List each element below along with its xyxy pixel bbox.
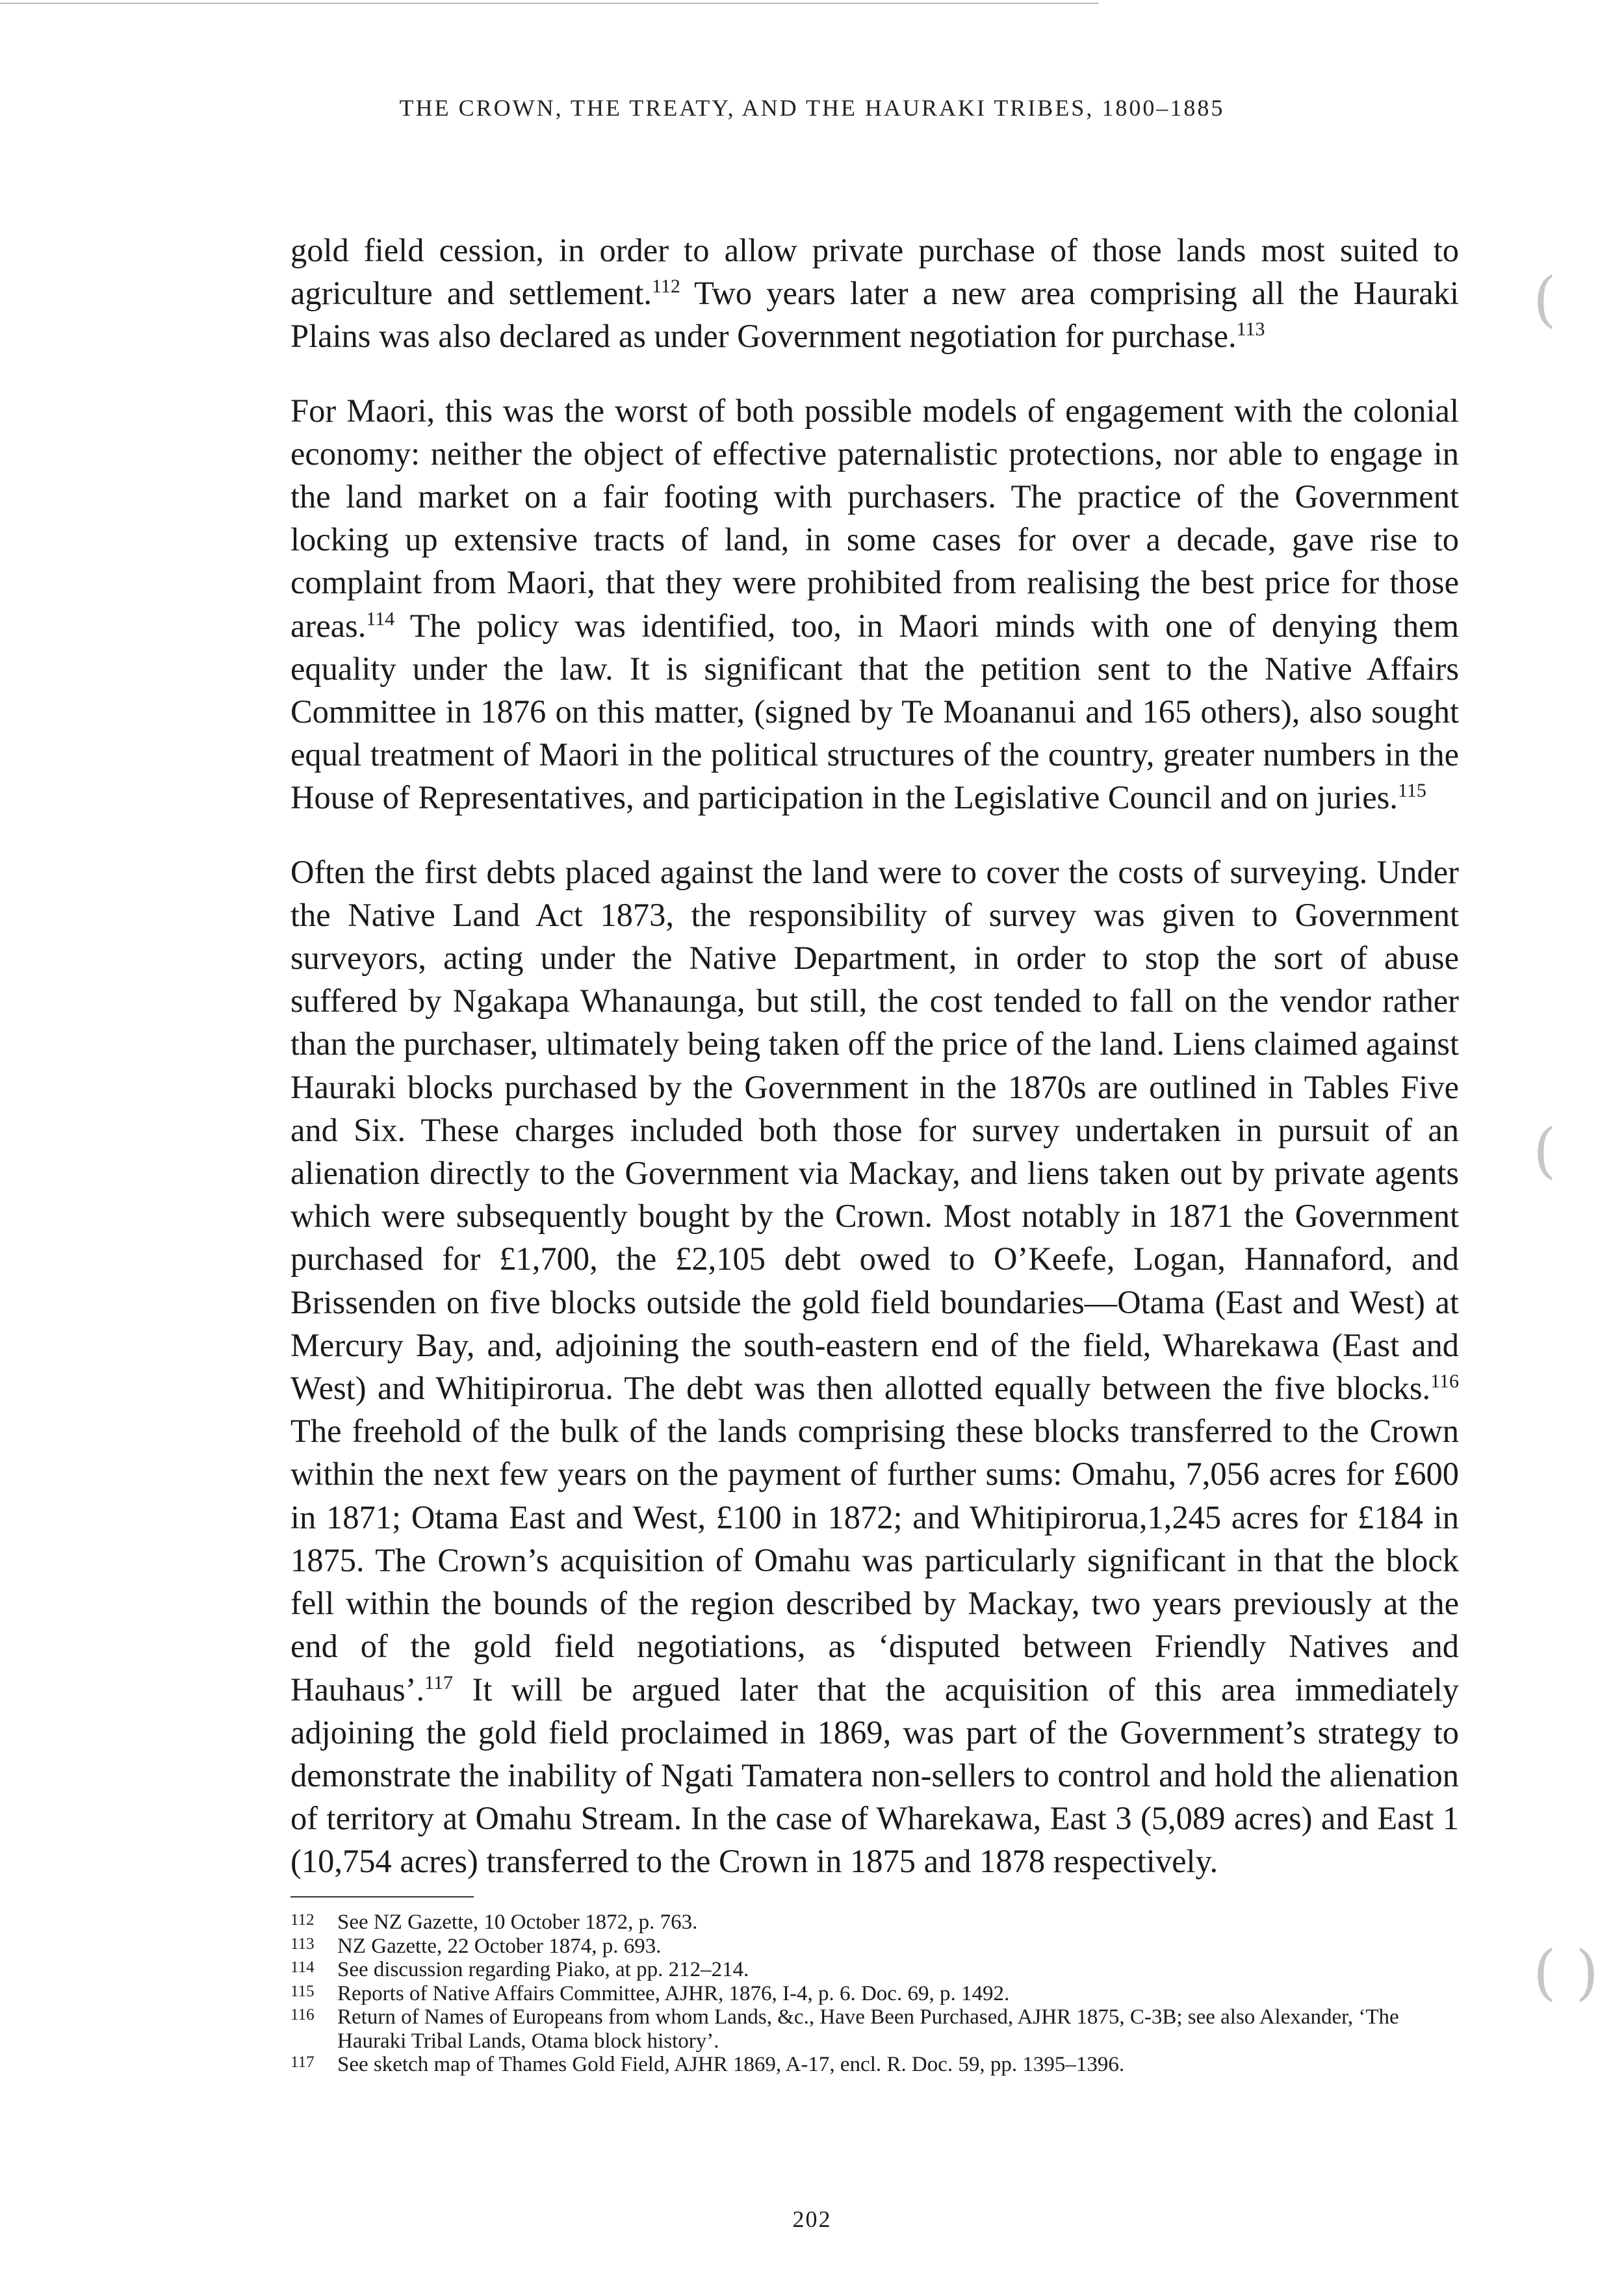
- footnote-reference: 115: [1397, 780, 1426, 802]
- running-head: THE CROWN, THE TREATY, AND THE HAURAKI TRIBES, 1800–1885: [399, 95, 1225, 121]
- footnote-reference: 117: [424, 1671, 454, 1693]
- paragraph: [290, 851, 1459, 1883]
- footnote-text: See NZ Gazette, 10 October 1872, p. 763.: [337, 1910, 698, 1934]
- footnote: [290, 1958, 1459, 1982]
- footnote-text: Return of Names of Europeans from whom Lands, &c., Have Been Purchased, AJHR 1875, C-3B; see also Alexander, ‘The Hauraki Tribal Lands, Otama block history’.: [337, 2005, 1399, 2053]
- footnote-number: 113: [290, 1935, 315, 1953]
- footnote-rule: [290, 1896, 474, 1897]
- footnote: [290, 1910, 1459, 1935]
- footnote-number: 116: [290, 2006, 315, 2024]
- page-number: 202: [792, 2206, 832, 2232]
- footnote-reference: 112: [652, 276, 680, 298]
- footnote-number: 115: [290, 1982, 315, 2000]
- footnote-text: See sketch map of Thames Gold Field, AJHR 1869, A-17, encl. R. Doc. 59, pp. 1395–1396.: [337, 2053, 1125, 2076]
- footnote: [290, 1982, 1459, 2006]
- binding-hole-mark: (: [1533, 1116, 1556, 1185]
- footnote-text: NZ Gazette, 22 October 1874, p. 693.: [337, 1934, 662, 1958]
- text-run: It will be argued later that the acquisition of this area immediately adjoining the gold field proclaimed in 1869, was part of the Government’s strategy to demonstrate the inability of Ngati Tamatera non-sellers to control and hold the alienation of territory at Omahu Stream. In the case of Wharekawa, East 3 (5,089 acres) and East 1 (10,754 acres) transferred to the Crown in 1875 and 1878 respectively.: [290, 1671, 1459, 1880]
- main-text: [290, 229, 1459, 1883]
- binding-hole-mark: (: [1533, 264, 1556, 334]
- footnote-reference: 114: [366, 608, 395, 630]
- paragraph: [290, 229, 1459, 358]
- text-run: The policy was identified, too, in Maori minds with one of denying them equality under the law. It is significant that the petition sent to the Native Affairs Committee in 1876 on this matter, (signed by Te Moananui and 165 others), also sought equal treatment of Maori in the political structures of the country, greater numbers in the House of Representatives, and participation in the Legislative Council and on juries.: [290, 607, 1459, 816]
- footnote-number: 112: [290, 1911, 315, 1929]
- footnote: [290, 2053, 1459, 2077]
- footnote-text: Reports of Native Affairs Committee, AJHR, 1876, I-4, p. 6. Doc. 69, p. 1492.: [337, 1981, 1010, 2005]
- text-run: Two years later a new area comprising all the Hauraki Plains was also declared as under Government negotiation for purchase.: [290, 275, 1459, 355]
- footnote-text: See discussion regarding Piako, at pp. 212–214.: [337, 1958, 749, 1981]
- text-run: For Maori, this was the worst of both possible models of engagement with the colonial economy: neither the object of effective paternalistic protections, nor able to engage in the land market on a fair footing with purchasers. The practice of the Government locking up extensive tracts of land, in some cases for over a decade, gave rise to complaint from Maori, that they were prohibited from realising the best price for those areas.: [290, 392, 1459, 644]
- footnote-number: 117: [290, 2053, 315, 2071]
- top-edge-rule: [0, 3, 1098, 4]
- footnote-number: 114: [290, 1959, 315, 1976]
- footnote-reference: 113: [1236, 318, 1265, 341]
- footnote: [290, 1935, 1459, 1959]
- binding-hole-mark: ( ): [1533, 1938, 1599, 2007]
- footnote: [290, 2005, 1459, 2053]
- paragraph: [290, 389, 1459, 819]
- text-run: gold field cession, in order to allow private purchase of those lands most suited to agriculture and settlement.: [290, 232, 1459, 312]
- footnote-reference: 116: [1430, 1370, 1459, 1393]
- footnotes: [290, 1910, 1459, 2077]
- text-run: Often the first debts placed against the land were to cover the costs of surveying. Under the Native Land Act 1873, the responsibility of survey was given to Government surveyors, acting under the Native Department, in order to stop the sort of abuse suffered by Ngakapa Whanaunga, but still, the cost tended to fall on the vendor rather than the purchaser, ultimately being taken off the price of the land. Liens claimed against Hauraki blocks purchased by the Government in the 1870s are outlined in Tables Five and Six. These charges included both those for survey undertaken in pursuit of an alienation directly to the Government via Mackay, and liens taken out by private agents which were subsequently bought by the Crown. Most notably in 1871 the Government purchased for £1,700, the £2,105 debt owed to O’Keefe, Logan, Hannaford, and Brissenden on five blocks outside the gold field boundaries—Otama (East and West) at Mercury Bay, and, adjoining the south-eastern end of the field, Wharekawa (East and West) and Whitipirorua. The debt was then allotted equally between the five blocks.: [290, 853, 1459, 1407]
- text-run: The freehold of the bulk of the lands comprising these blocks transferred to the Crown within the next few years on the payment of further sums: Omahu, 7,056 acres for £600 in 1871; Otama East and West, £100 in 1872; and Whitipirorua,1,245 acres for £184 in 1875. The Crown’s acquisition of Omahu was particularly significant in that the block fell within the bounds of the region described by Mackay, two years previously at the end of the gold field negotiations, as ‘disputed between Friendly Natives and Hauhaus’.: [290, 1413, 1459, 1708]
